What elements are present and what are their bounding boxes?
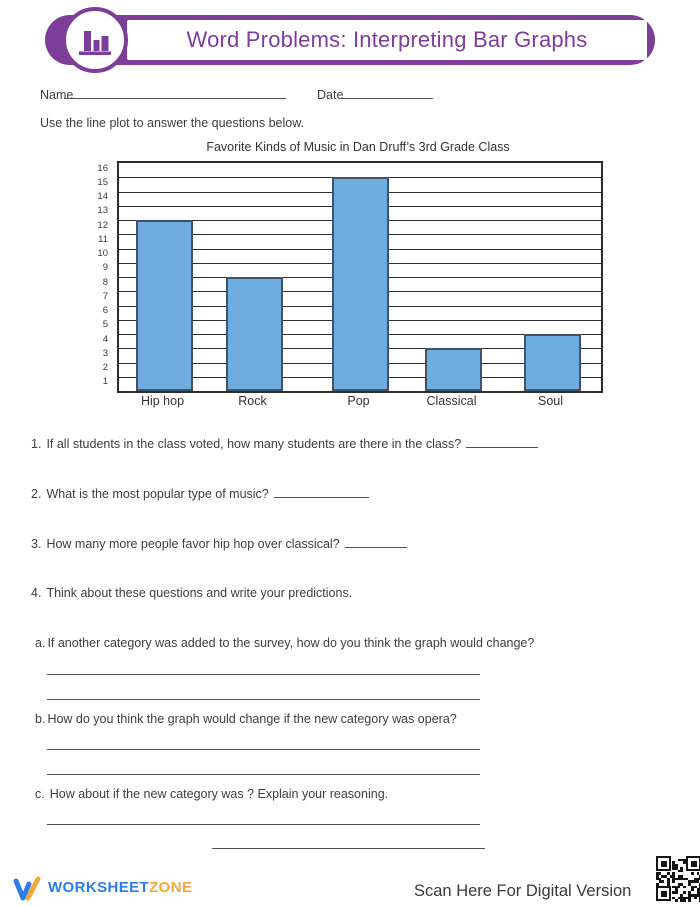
- y-axis-labels: [60, 161, 112, 389]
- answer-blank-line: [47, 824, 480, 825]
- qr-module: [675, 891, 678, 894]
- name-blank-line: [64, 98, 286, 99]
- question-number: 1.: [31, 437, 42, 451]
- qr-finder-center: [661, 891, 667, 897]
- question-3: [31, 536, 407, 552]
- qr-module: [688, 899, 691, 902]
- y-tick-label: 14: [97, 191, 108, 203]
- bar-pop: [332, 177, 389, 391]
- subquestion-a: [35, 636, 534, 651]
- x-category-label: Hip hop: [140, 394, 185, 408]
- instruction-text: Use the line plot to answer the questions below.: [40, 116, 305, 130]
- question-text: How many more people favor hip hop over classical?: [46, 537, 340, 551]
- chart-plot: [117, 161, 603, 393]
- qr-module: [680, 870, 683, 873]
- question-1: [31, 436, 538, 452]
- qr-finder-center: [691, 861, 697, 867]
- answer-blank-line: [274, 486, 369, 498]
- bar-soul: [524, 334, 581, 391]
- qr-module: [691, 872, 694, 875]
- qr-module: [672, 880, 675, 883]
- y-tick-label: 2: [102, 362, 108, 374]
- subquestion-b: [35, 712, 457, 727]
- question-number: 2.: [31, 487, 42, 501]
- y-tick-label: 9: [102, 262, 108, 274]
- scan-here-text: Scan Here For Digital Version: [414, 882, 632, 900]
- y-tick-label: 3: [102, 347, 108, 359]
- qr-finder-center: [661, 861, 667, 867]
- page-title: Word Problems: Interpreting Bar Graphs: [186, 27, 588, 52]
- y-tick-label: 11: [98, 233, 108, 245]
- question-2: [31, 486, 369, 502]
- answer-blank-line: [212, 848, 485, 849]
- y-tick-label: 10: [97, 248, 108, 260]
- question-number: 3.: [31, 537, 42, 551]
- y-tick-label: 5: [102, 319, 108, 331]
- bar-rock: [226, 277, 283, 391]
- subquestion-letter: c.: [35, 787, 45, 801]
- bar-classical: [425, 348, 482, 391]
- x-category-label: Soul: [537, 394, 564, 408]
- question-text: If all students in the class voted, how many students are there in the class?: [46, 437, 462, 451]
- answer-blank-line: [47, 749, 480, 750]
- answer-blank-line: [47, 674, 480, 675]
- answer-blank-line: [345, 536, 407, 548]
- qr-module: [661, 880, 664, 883]
- qr-module: [694, 897, 697, 900]
- y-tick-label: 1: [102, 376, 108, 388]
- y-tick-label: 15: [97, 176, 108, 188]
- subquestion-letter: a.: [35, 636, 46, 650]
- worksheetzone-w-logo: [13, 876, 45, 902]
- answer-blank-line: [47, 699, 480, 700]
- question-text: Think about these questions and write your predictions.: [46, 586, 353, 600]
- brand-logo-text: [48, 879, 192, 896]
- y-tick-label: 4: [102, 333, 108, 345]
- y-tick-label: 12: [97, 219, 108, 231]
- subquestion-text: How do you think the graph would change if the new category was opera?: [47, 712, 457, 726]
- subquestion-text: If another category was added to the survey, how do you think the graph would change?: [47, 636, 535, 650]
- brand-zone: ZONE: [149, 879, 193, 896]
- subquestion-c: [35, 787, 388, 802]
- y-tick-label: 7: [102, 290, 108, 302]
- subquestion-letter: b.: [35, 712, 46, 726]
- bar-hip-hop: [136, 220, 193, 391]
- question-4: [31, 586, 352, 601]
- x-category-label: Pop: [347, 394, 370, 408]
- qr-module: [678, 886, 681, 889]
- x-category-label: Classical: [426, 394, 477, 408]
- answer-blank-line: [47, 774, 480, 775]
- answer-blank-line: [466, 436, 538, 448]
- qr-module: [683, 891, 686, 894]
- date-blank-line: [340, 98, 433, 99]
- x-category-label: Rock: [238, 394, 267, 408]
- y-tick-label: 13: [97, 205, 108, 217]
- bar-chart-icon: [77, 24, 113, 57]
- name-label: Name: [40, 88, 74, 102]
- chart-title: Favorite Kinds of Music in Dan Druff’s 3rd Grade Class: [206, 140, 510, 154]
- header-title-box: [127, 20, 647, 60]
- qr-code: [656, 856, 700, 902]
- qr-module: [691, 888, 694, 891]
- y-tick-label: 6: [102, 305, 108, 317]
- header-badge-circle: [62, 7, 128, 73]
- y-tick-label: 16: [97, 162, 108, 174]
- question-number: 4.: [31, 586, 42, 600]
- qr-module: [683, 899, 686, 902]
- question-text: What is the most popular type of music?: [46, 487, 269, 501]
- date-label: Date: [317, 88, 344, 102]
- y-tick-label: 8: [102, 276, 108, 288]
- qr-module: [675, 899, 678, 902]
- x-axis-labels: [117, 394, 599, 412]
- qr-module: [683, 886, 686, 889]
- brand-worksheet: WORKSHEET: [48, 879, 150, 896]
- subquestion-text: How about if the new category was ? Explain your reasoning.: [49, 787, 389, 801]
